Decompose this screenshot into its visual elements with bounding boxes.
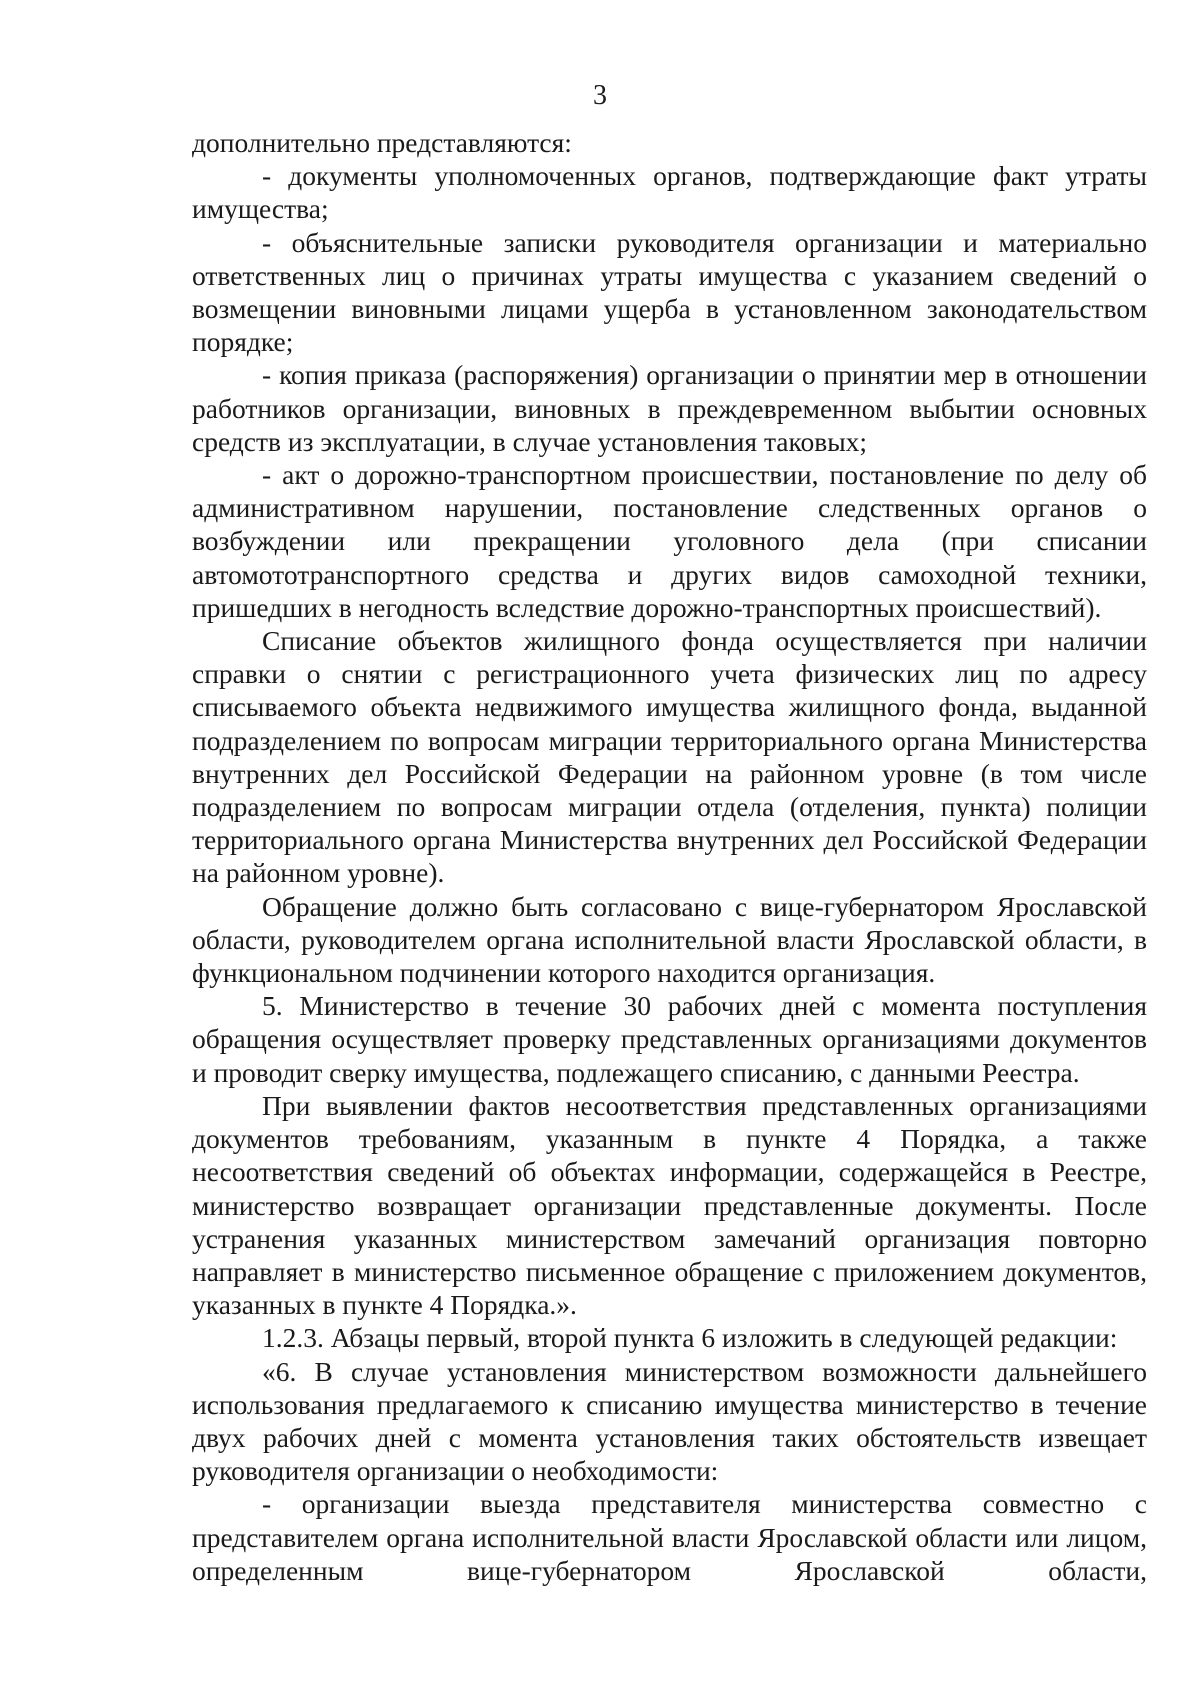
page-number: 3 — [593, 80, 607, 111]
paragraph-approval: Обращение должно быть согласовано с вице-губернатором Ярославской области, руководителем органа исполнительной власти Ярославской области, в функциональном подчинении которого находится организация. — [192, 890, 1147, 989]
paragraph-clause-1-2-3: 1.2.3. Абзацы первый, второй пункта 6 изложить в следующей редакции: — [262, 1322, 1118, 1354]
paragraph-item-loss-documents: - документы уполномоченных органов, подтверждающие факт утраты имущества; — [192, 160, 1147, 225]
paragraph-housing-writeoff: Списание объектов жилищного фонда осуществляется при наличии справки о снятии с регистрационного учета физических лиц по адресу списываемого объекта недвижимого имущества жилищного фонда, выданной подразделением по вопросам миграции территориального органа Министерства внутренних дел Российской Федерации на районном уровне (в том числе подразделением по вопросам миграции отдела (отделения, пункта) полиции территориального органа Министерства внутренних дел Российской Федерации на районном уровне). — [192, 625, 1147, 889]
document-body — [192, 126, 1147, 1587]
paragraph-item-visit: - организации выезда представителя министерства совместно с представителем органа исполнительной власти Ярославской области или лицом, определенным вице-губернатором Ярославской области, — [192, 1488, 1147, 1586]
paragraph-item-order-copy: - копия приказа (распоряжения) организации о принятии мер в отношении работников организации, виновных в преждевременном выбытии основных средств из эксплуатации, в случае установления таковых; — [192, 359, 1147, 457]
paragraph-intro: дополнительно представляются: — [192, 127, 572, 158]
paragraph-item-explanatory-notes: - объяснительные записки руководителя организации и материально ответственных лиц о причинах утраты имущества с указанием сведений о возмещении виновными лицами ущерба в установленном законодательством порядке; — [192, 226, 1147, 358]
paragraph-clause-6: «6. В случае установления министерством возможности дальнейшего использования предлагаемого к списанию имущества министерство в течение двух рабочих дней с момента установления таких обстоятельств извещает руководителя организации о необходимости: — [192, 1355, 1147, 1487]
paragraph-item-accident-act: - акт о дорожно-транспортном происшествии, постановление по делу об административном нарушении, постановление следственных органов о возбуждении или прекращении уголовного дела (при списании автомототранспортного средства и других видов самоходной техники, пришедших в негодность вследствие дорожно-транспортных происшествий). — [192, 459, 1147, 623]
paragraph-mismatch: При выявлении фактов несоответствия представленных организациями документов требованиям, указанным в пункте 4 Порядка, а также несоответствия сведений об объектах информации, содержащейся в Реестре, министерство возвращает организации представленные документы. После устранения указанных министерством замечаний организация повторно направляет в министерство письменное обращение с приложением документов, указанных в пункте 4 Порядка.». — [192, 1089, 1147, 1321]
paragraph-clause-5: 5. Министерство в течение 30 рабочих дней с момента поступления обращения осуществляет проверку представленных организациями документов и проводит сверку имущества, подлежащего списанию, с данными Реестра. — [192, 990, 1147, 1088]
